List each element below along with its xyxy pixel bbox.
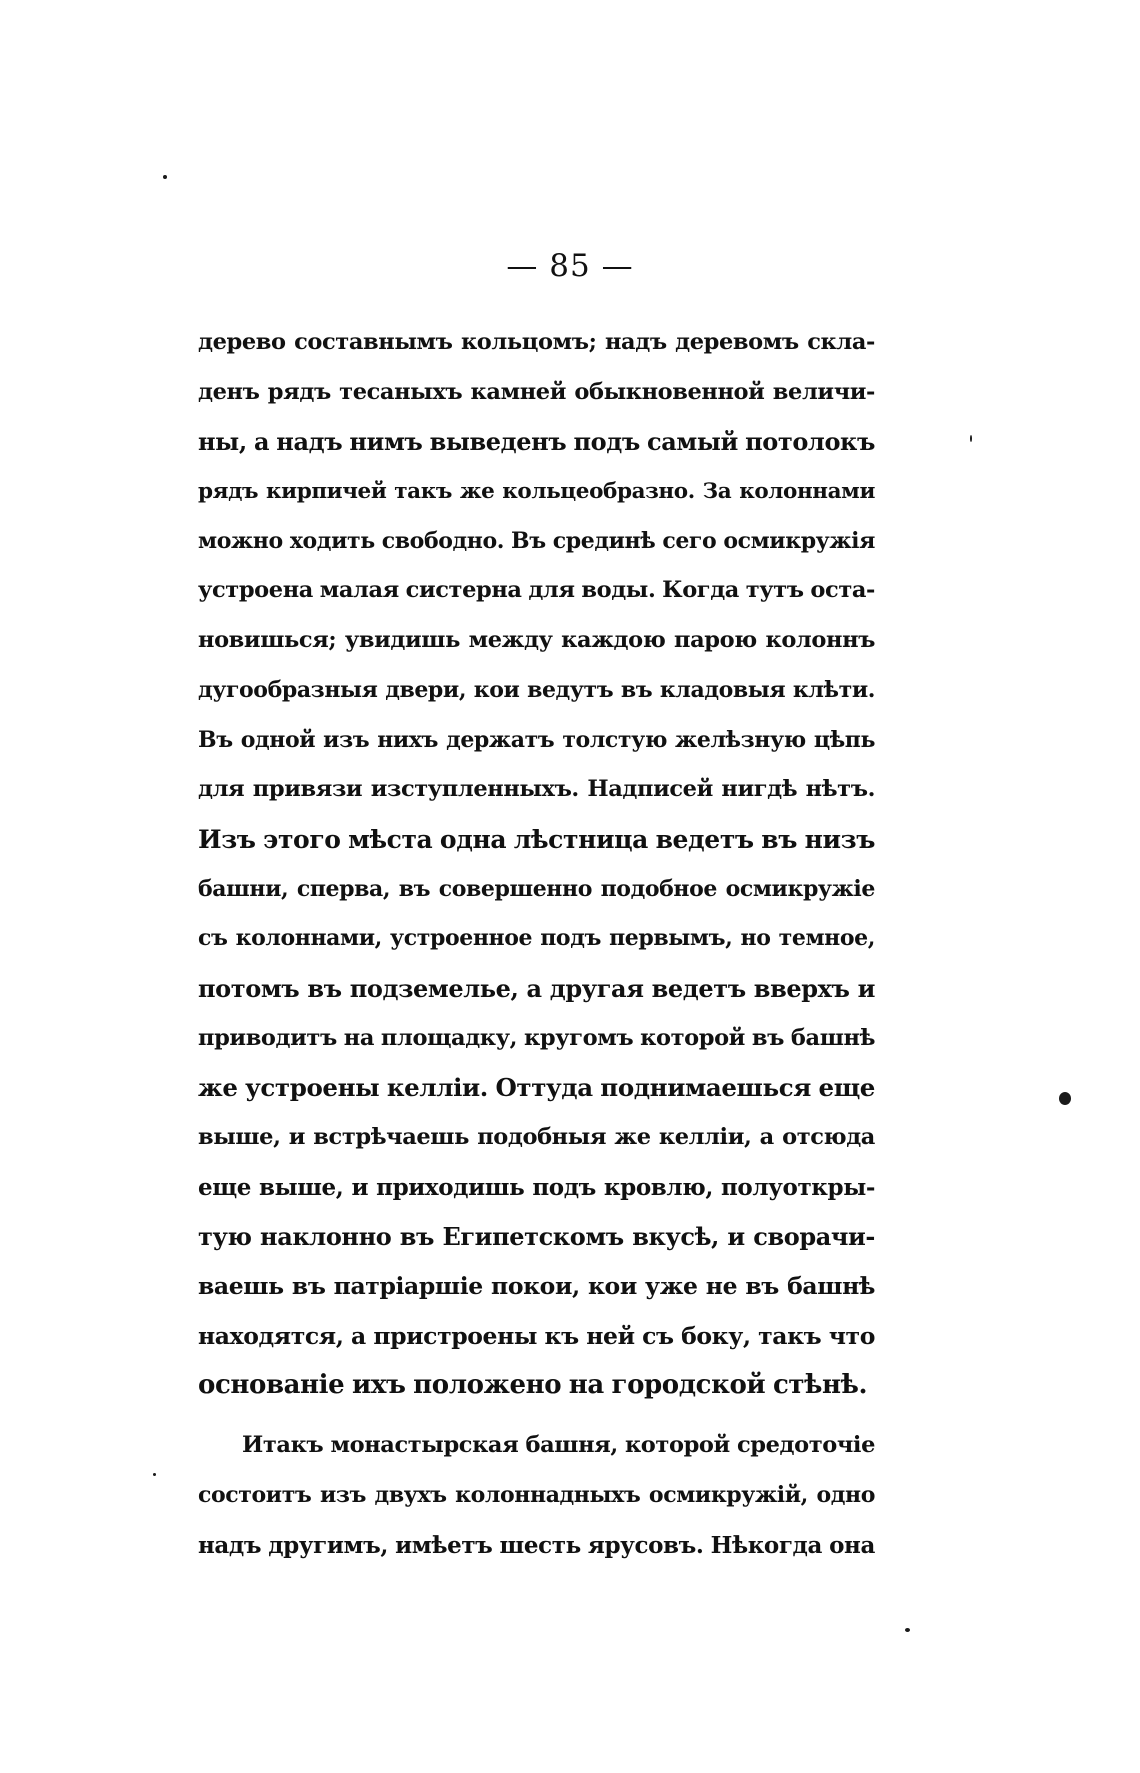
text-line: выше, и встрѣчаешь подобныя же келліи, а отсюда xyxy=(198,1124,875,1150)
text-line: устроена малая систерна для воды. Когда тутъ оста- xyxy=(198,577,875,604)
text-line: находятся, а пристроены къ ней съ боку, такъ что xyxy=(198,1321,875,1350)
text-line: надъ другимъ, имѣетъ шесть ярусовъ. Нѣкогда она xyxy=(198,1531,875,1559)
text-line: Въ одной изъ нихъ держатъ толстую желѣзную цѣпь xyxy=(198,726,875,753)
scan-speck xyxy=(153,1473,156,1476)
page-number: — 85 — xyxy=(506,248,634,284)
text-line: приводитъ на площадку, кругомъ которой въ башнѣ xyxy=(198,1024,875,1051)
text-line: еще выше, и приходишь подъ кровлю, полуоткры- xyxy=(198,1173,875,1201)
scan-speck xyxy=(1059,1092,1071,1105)
text-line: дерево составнымъ кольцомъ; надъ деревомъ скла- xyxy=(198,329,875,355)
scan-speck xyxy=(970,435,972,442)
text-line: новишься; увидишь между каждою парою колоннъ xyxy=(198,627,875,654)
paragraph-1 xyxy=(198,318,875,1411)
text-line: денъ рядъ тесаныхъ камней обыкновенной величи- xyxy=(198,378,875,405)
text-line: Итакъ монастырская башня, которой средоточіе xyxy=(242,1432,875,1459)
body-text xyxy=(198,318,875,1570)
scan-speck xyxy=(163,175,167,179)
text-line: башни, сперва, въ совершенно подобное осмикружіе xyxy=(198,875,875,902)
text-line: дугообразныя двери, кои ведутъ въ кладовыя клѣти. xyxy=(198,676,875,703)
paragraph-2 xyxy=(198,1421,875,1570)
text-line: основаніе ихъ положено на городской стѣнѣ. xyxy=(198,1370,868,1401)
text-line: тую наклонно въ Египетскомъ вкусѣ, и сворачи- xyxy=(198,1222,875,1252)
text-line: состоитъ изъ двухъ колоннадныхъ осмикружій, одно xyxy=(198,1481,875,1508)
text-line: ны, а надъ нимъ выведенъ подъ самый потолокъ xyxy=(198,427,875,457)
paragraph-gap xyxy=(198,1411,875,1421)
text-line: можно ходить свободно. Въ срединѣ сего осмикружія xyxy=(198,527,875,554)
text-line: же устроены келліи. Оттуда поднимаешься еще xyxy=(198,1073,875,1103)
scan-speck xyxy=(905,1628,910,1632)
text-line: рядъ кирпичей такъ же кольцеобразно. За колоннами xyxy=(198,479,875,505)
text-line: ваешь въ патріаршіе покои, кои уже не въ башнѣ xyxy=(198,1272,875,1301)
text-line: Изъ этого мѣста одна лѣстница ведетъ въ низъ xyxy=(198,824,875,854)
text-line: съ колоннами, устроенное подъ первымъ, но темное, xyxy=(198,925,875,952)
text-line: для привязи изступленныхъ. Надписей нигдѣ нѣтъ. xyxy=(198,776,875,803)
text-line: потомъ въ подземелье, а другая ведетъ вверхъ и xyxy=(198,973,875,1003)
